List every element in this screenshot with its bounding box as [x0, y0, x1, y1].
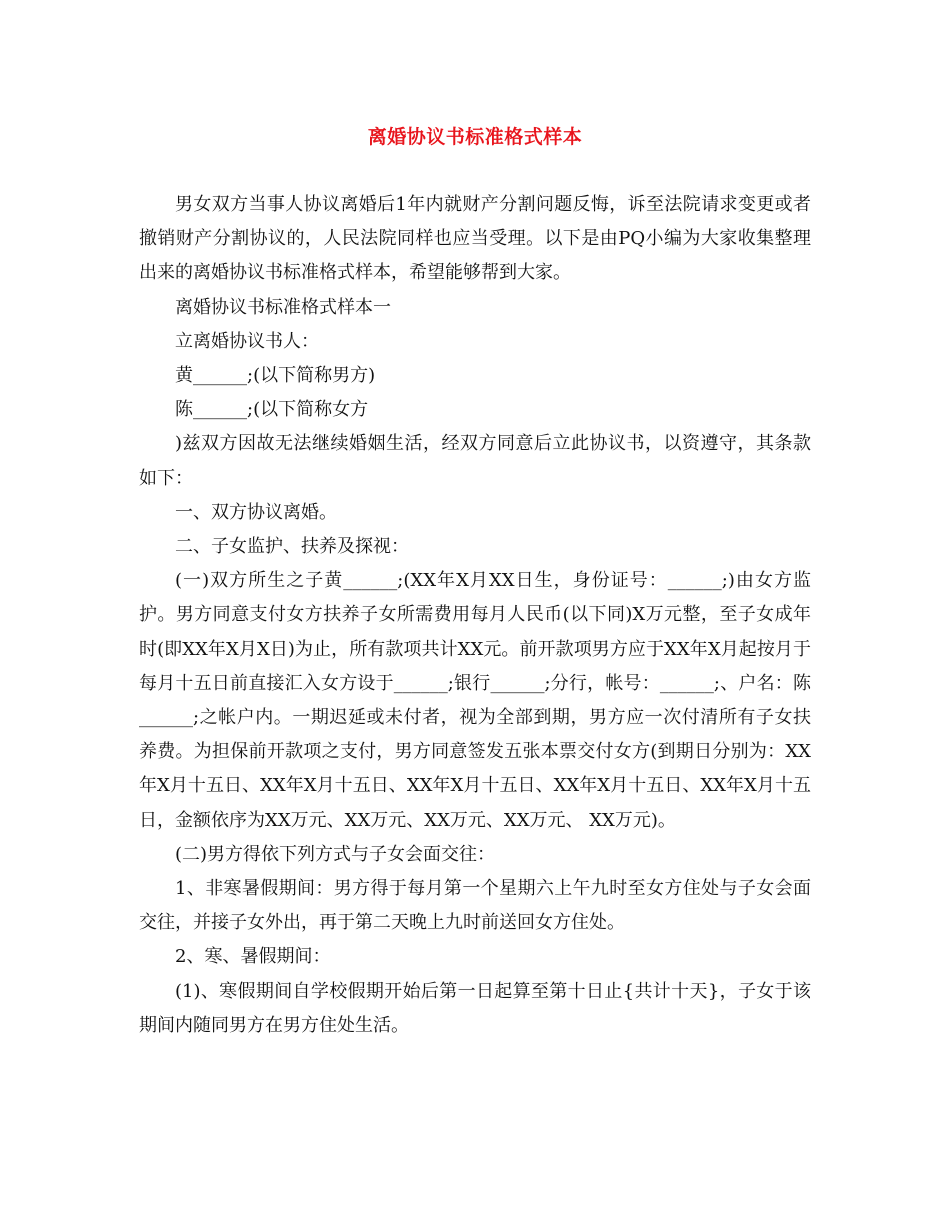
- paragraph-visitation-2-1: (1)、寒假期间自学校假期开始后第一日起算至第十日止{共计十天}，子女于该期间内随同男方在男方住处生活。: [139, 980, 811, 1036]
- document-title: 离婚协议书标准格式样本: [367, 126, 583, 148]
- paragraph-visitation-1: 1、非寒暑假期间：男方得于每月第一个星期六上午九时至女方住处与子女会面交往，并接子女外出，再于第二天晚上九时前送回女方住处。: [139, 878, 811, 934]
- paragraph-intro: 男女双方当事人协议离婚后1年内就财产分割问题反悔，诉至法院请求变更或者撤销财产分割协议的，人民法院同样也应当受理。以下是由PQ小编为大家收集整理出来的离婚协议书标准格式样本，希望能够帮到大家。: [139, 194, 811, 284]
- paragraph-clause-2: 二、子女监护、扶养及探视：: [175, 536, 409, 558]
- paragraph-clause-2-1: (一)双方所生之子黄______;(XX年X月XX日生，身份证号：______;)由女方监护。男方同意支付女方扶养子女所需费用每月人民币(以下同)X万元整，至子女成年时(即XX年X月X日)为止，所有款项共计XX元。前开款项男方应于XX年X月起按月于每月十五日前直接汇入女方设于______;银行______;分行，帐号：______;、户名：陈______;之帐户内。一期迟延或未付者，视为全部到期，男方应一次付清所有子女扶养费。为担保前开款项之支付，男方同意签发五张本票交付女方(到期日分别为：XX年X月十五日、XX年X月十五日、XX年X月十五日、XX年X月十五日、XX年X月十五日，金额依序为XX万元、XX万元、XX万元、XX万元、 XX万元)。: [139, 570, 811, 831]
- paragraph-party-female: 陈______;(以下简称女方: [175, 399, 369, 421]
- paragraph-parties-label: 立离婚协议书人：: [175, 330, 319, 352]
- paragraph-party-male: 黄______;(以下简称男方): [175, 365, 376, 387]
- paragraph-visitation-2: 2、寒、暑假期间：: [175, 946, 331, 968]
- paragraph-clause-1: 一、双方协议离婚。: [175, 501, 337, 523]
- paragraph-preamble: )兹双方因故无法继续婚姻生活，经双方同意后立此协议书，以资遵守，其条款如下：: [139, 433, 811, 489]
- paragraph-clause-2-2: (二)男方得依下列方式与子女会面交往：: [175, 843, 496, 865]
- document-body: [139, 188, 811, 1043]
- paragraph-sample-heading: 离婚协议书标准格式样本一: [175, 296, 391, 318]
